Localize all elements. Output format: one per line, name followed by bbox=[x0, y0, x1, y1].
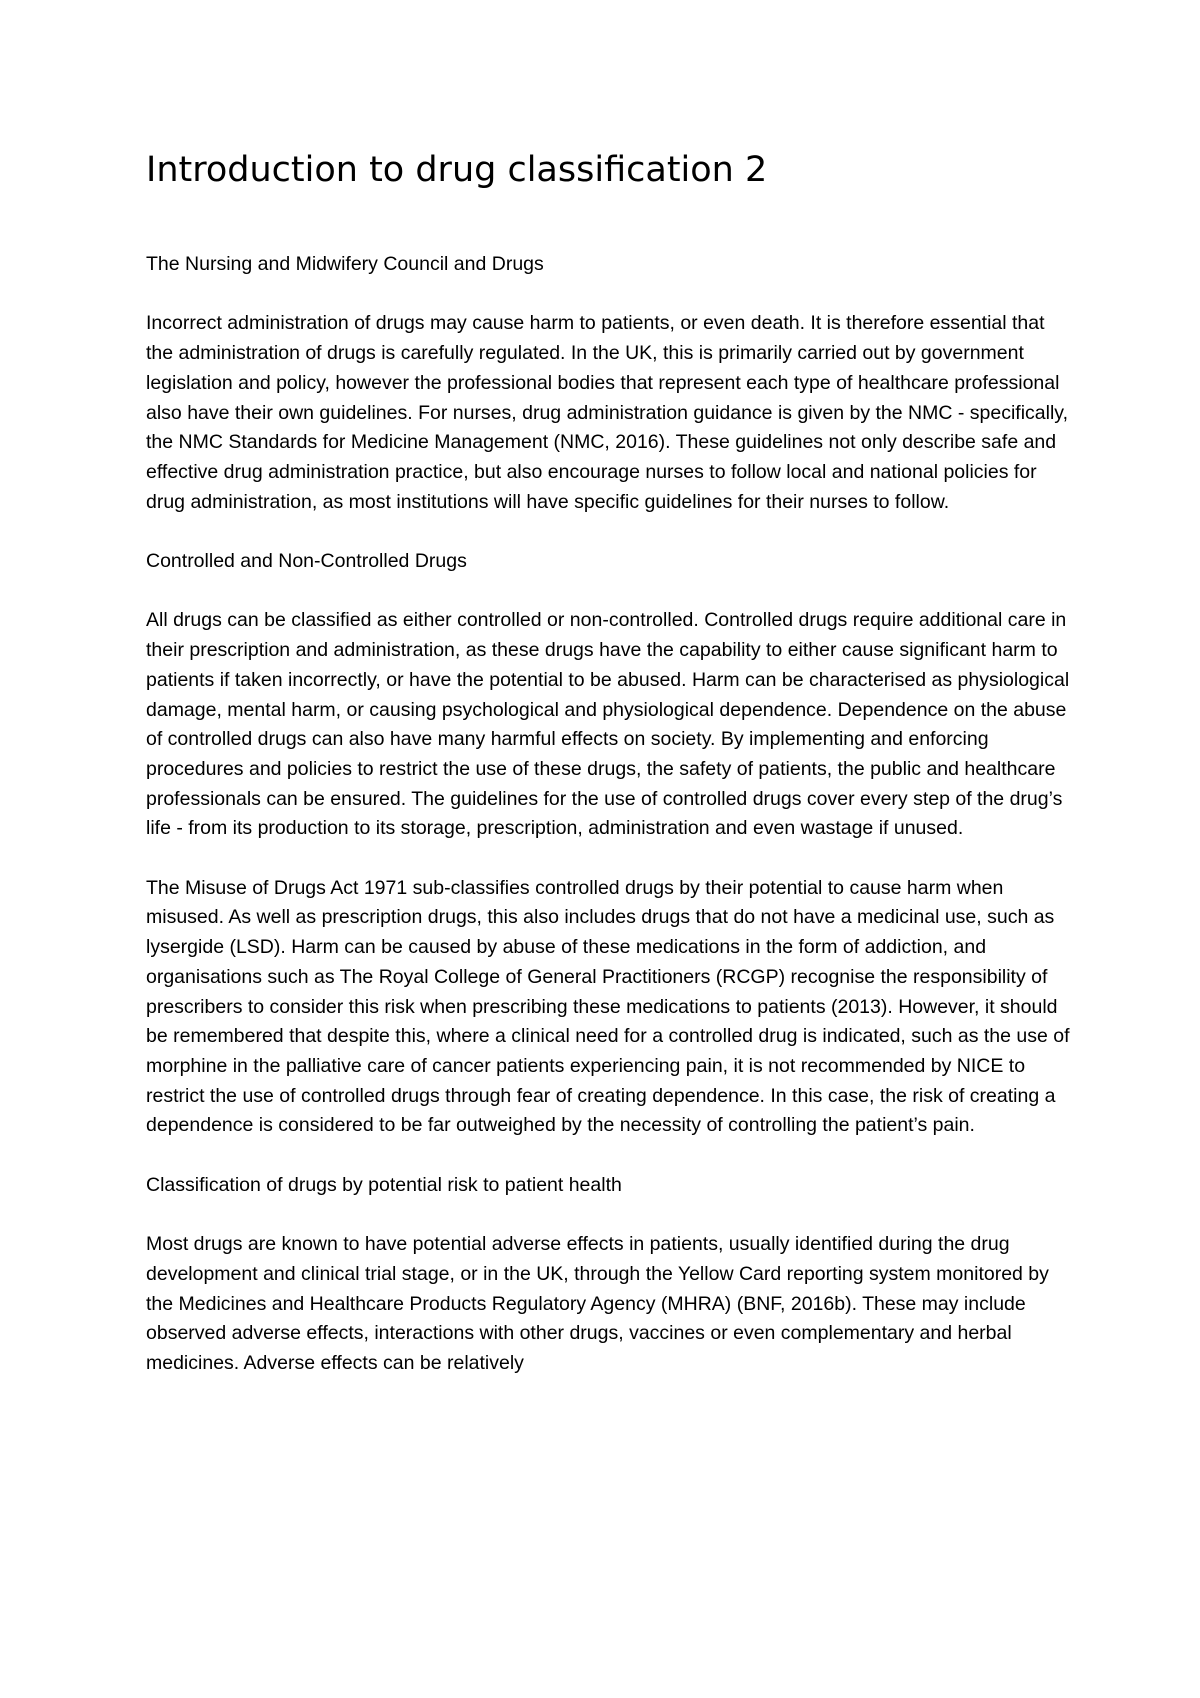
document-title: Introduction to drug classification 2 bbox=[146, 150, 768, 190]
section-heading-risk: Classification of drugs by potential risk to patient health bbox=[146, 1173, 622, 1196]
paragraph-nmc: Incorrect administration of drugs may cause harm to patients, or even death. It is therefore essential that the administration of drugs is carefully regulated. In the UK, this is primarily carried out by government legislation and policy, however the professional bodies that represent each type of healthcare professional also have their own guidelines. For nurses, drug administration guidance is given by the NMC - specifically, the NMC Standards for Medicine Management (NMC, 2016). These guidelines not only describe safe and effective drug administration practice, but also encourage nurses to follow local and national policies for drug administration, as most institutions will have specific guidelines for their nurses to follow. bbox=[146, 312, 1069, 513]
paragraph-misuse-act: The Misuse of Drugs Act 1971 sub-classifies controlled drugs by their potential to cause harm when misused. As well as prescription drugs, this also includes drugs that do not have a medicinal use, such as lysergide (LSD). Harm can be caused by abuse of these medications in the form of addiction, and organisations such as The Royal College of General Practitioners (RCGP) recognise the responsibility of prescribers to consider this risk when prescribing these medications to patients (2013). However, it should be remembered that despite this, where a clinical need for a controlled drug is indicated, such as the use of morphine in the palliative care of cancer patients experiencing pain, it is not recommended by NICE to restrict the use of controlled drugs through fear of creating dependence. In this case, the risk of creating a dependence is considered to be far outweighed by the necessity of controlling the patient’s pain. bbox=[146, 876, 1070, 1137]
section-heading-nmc: The Nursing and Midwifery Council and Drugs bbox=[146, 253, 544, 275]
paragraph-controlled: All drugs can be classified as either controlled or non-controlled. Controlled drugs require additional care in their prescription and administration, as these drugs have the capability to either cause significant harm to patients if taken incorrectly, or have the potential to be abused. Harm can be characterised as physiological damage, mental harm, or causing psychological and physiological dependence. Dependence on the abuse of controlled drugs can also have many harmful effects on society. By implementing and enforcing procedures and policies to restrict the use of these drugs, the safety of patients, the public and healthcare professionals can be ensured. The guidelines for the use of controlled drugs cover every step of the drug’s life - from its production to its storage, prescription, administration and even wastage if unused. bbox=[146, 609, 1070, 840]
section-heading-controlled: Controlled and Non-Controlled Drugs bbox=[146, 550, 467, 572]
paragraph-risk: Most drugs are known to have potential adverse effects in patients, usually identified during the drug development and clinical trial stage, or in the UK, through the Yellow Card reporting system monitored by the Medicines and Healthcare Products Regulatory Agency (MHRA) (BNF, 2016b). These may include observed adverse effects, interactions with other drugs, vaccines or even complementary and herbal medicines. Adverse effects can be relatively bbox=[146, 1233, 1049, 1374]
document-body bbox=[146, 250, 1076, 1408]
